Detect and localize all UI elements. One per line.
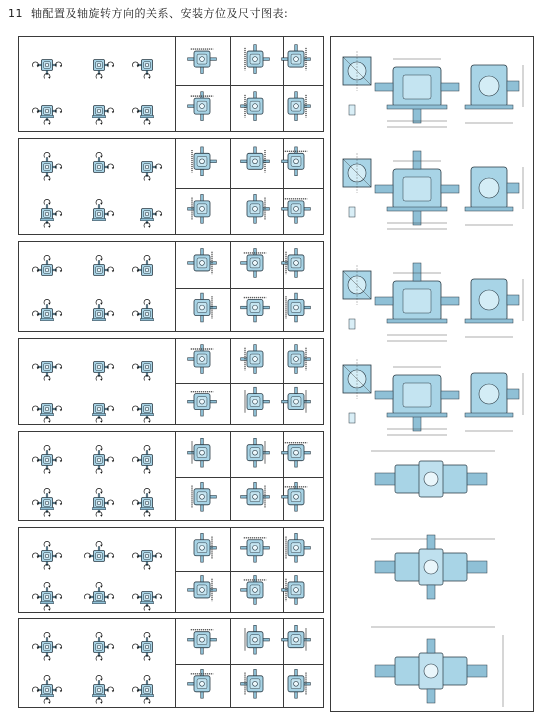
dimension-drawing [331, 527, 535, 622]
dimension-drawing [331, 615, 535, 710]
config-icons [19, 37, 175, 133]
dimension-panel [330, 36, 534, 712]
mount-icons [175, 619, 325, 709]
config-group-5 [18, 431, 324, 521]
config-icons [19, 528, 175, 614]
config-group-7 [18, 618, 324, 708]
mount-icons [175, 242, 325, 333]
section-title: 轴配置及轴旋转方向的关系、安装方位及尺寸图表: [31, 7, 289, 20]
config-icons [19, 619, 175, 709]
config-icons [19, 242, 175, 333]
dimension-drawing [331, 253, 535, 348]
dimension-drawing [331, 439, 535, 534]
dimension-drawing [331, 347, 535, 442]
dimension-drawing [331, 141, 535, 236]
config-icons [19, 339, 175, 426]
mount-icons [175, 37, 325, 133]
page-title [8, 5, 288, 21]
section-number: 11 [8, 7, 23, 20]
config-group-2 [18, 138, 324, 235]
mount-icons [175, 339, 325, 426]
dimension-drawing [331, 39, 535, 134]
config-icons [19, 139, 175, 236]
mount-icons [175, 528, 325, 614]
config-icons [19, 432, 175, 522]
config-group-4 [18, 338, 324, 425]
config-group-3 [18, 241, 324, 332]
mount-icons [175, 139, 325, 236]
mount-icons [175, 432, 325, 522]
config-group-1 [18, 36, 324, 132]
config-group-6 [18, 527, 324, 613]
